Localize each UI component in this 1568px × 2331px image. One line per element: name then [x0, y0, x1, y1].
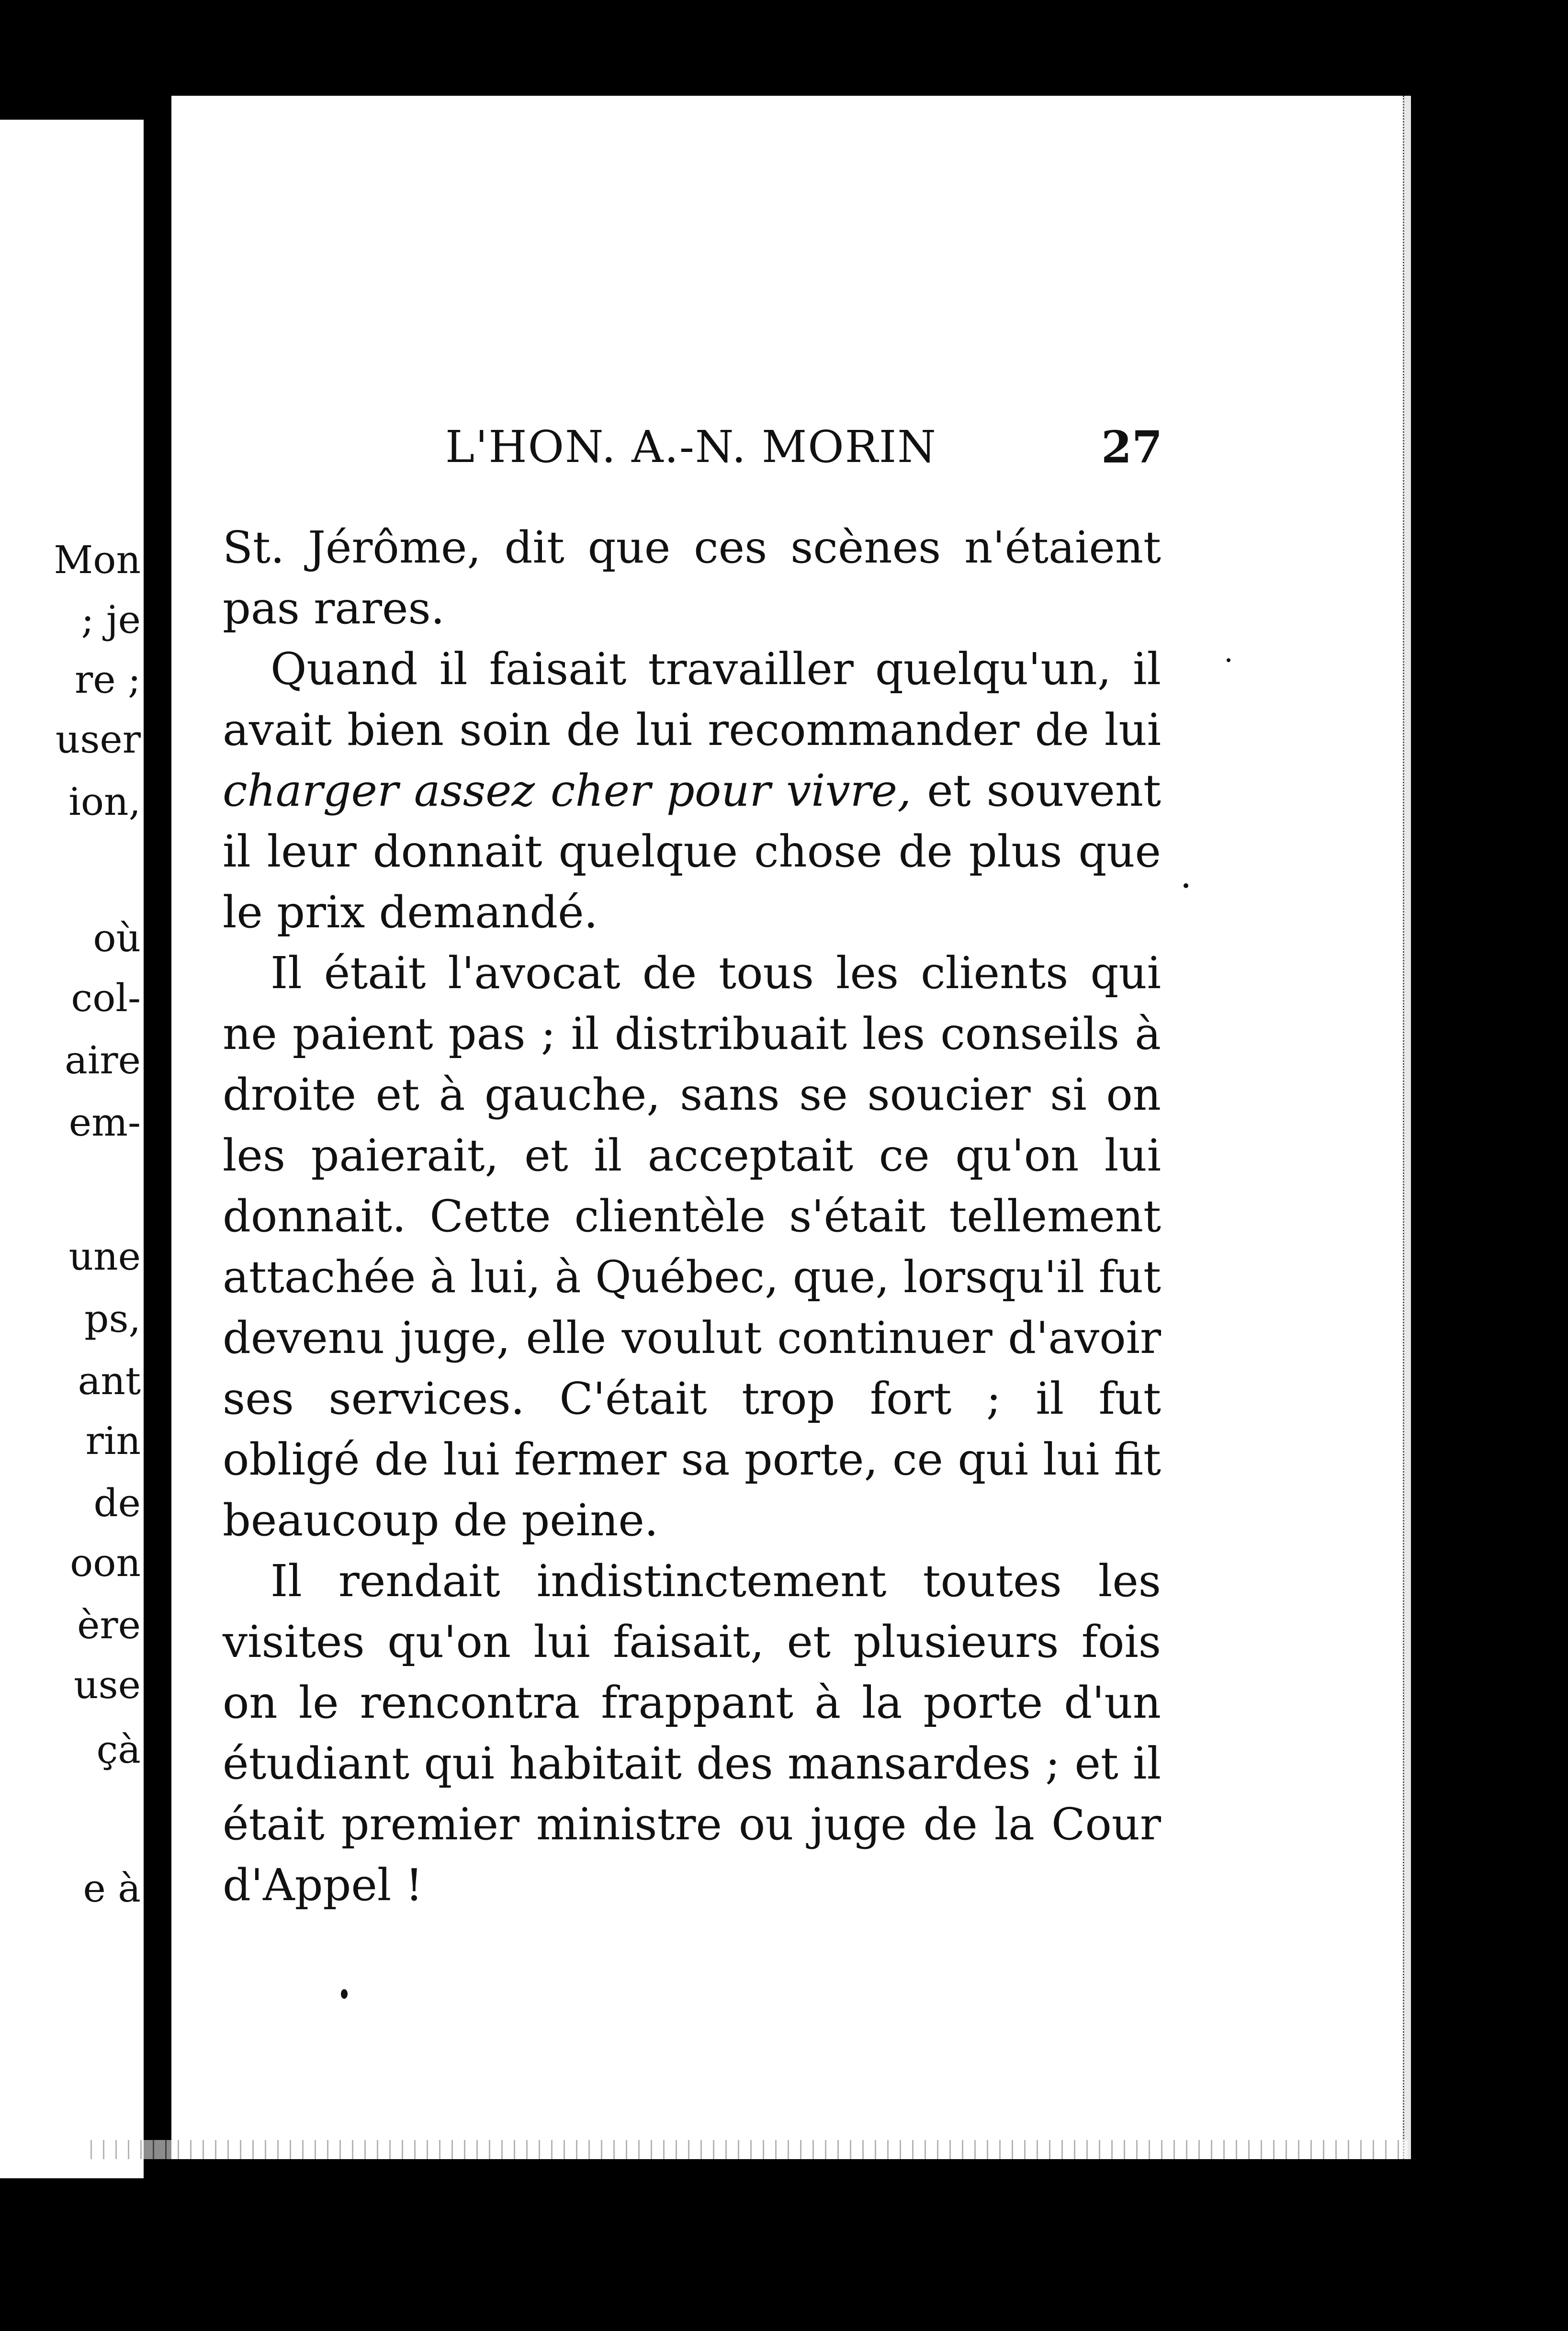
paragraph-continuation: St. Jérôme, dit que ces scènes n'étaient pas rares. — [223, 522, 1161, 634]
prev-page-fragment: Mon — [54, 538, 141, 582]
prev-page-fragment: em- — [68, 1100, 141, 1145]
prev-page-fragment: use — [74, 1663, 141, 1707]
prev-page-fragment: ion, — [68, 779, 141, 824]
prev-page-fragment: oon — [70, 1541, 141, 1585]
body-text — [223, 517, 1161, 1915]
prev-page-fragment: aire — [65, 1038, 141, 1082]
page-edge — [1403, 96, 1411, 2159]
prev-page-fragment: çà — [96, 1727, 141, 1772]
paragraph-text: Quand il faisait travailler quelqu'un, il avait bien soin de lui recommander de lui — [223, 643, 1161, 755]
page-bottom-edge — [86, 2140, 1408, 2159]
italic-phrase: charger assez cher pour vivre, — [223, 765, 912, 816]
previous-page-sliver — [0, 120, 152, 2178]
prev-page-fragment: re ; — [75, 657, 141, 702]
prev-page-fragment: col- — [71, 976, 141, 1020]
book-gutter — [144, 120, 163, 2178]
prev-page-fragment: ère — [77, 1603, 141, 1647]
prev-page-fragment: où — [93, 916, 141, 960]
ink-speck — [341, 1989, 348, 1999]
page-header — [445, 421, 1163, 479]
prev-page-fragment: ; je — [81, 597, 141, 642]
ink-speck — [1184, 883, 1188, 888]
prev-page-fragment: user — [55, 717, 141, 762]
ink-speck — [1227, 658, 1230, 662]
paragraph — [223, 639, 1161, 943]
prev-page-fragment: rin — [85, 1419, 141, 1463]
prev-page-fragment: une — [68, 1234, 141, 1279]
running-title: L'HON. A.-N. MORIN — [445, 421, 937, 473]
paragraph-text: et souvent il leur donnait quelque chose de plus que le prix demandé. — [223, 765, 1161, 938]
paragraph: Il rendait indistinctement toutes les visites qu'on lui faisait, et plusieurs fois on le rencontra frappant à la porte d'un étudiant qui habitait des mansardes ; et il était premier ministre ou juge de la Cour d'Appel ! — [223, 1555, 1161, 1911]
page-number: 27 — [1101, 421, 1163, 473]
paragraph: Il était l'avocat de tous les clients qui ne paient pas ; il distribuait les conseils à droite et à gauche, sans se soucier si on les paierait, et il acceptait ce qu'on lui donnait. Cette clientèle s'était tellement attachée à lui, à Québec, que, lorsqu'il fut devenu juge, elle voulut continuer d'avoir ses services. C'était trop fort ; il fut obligé de lui fermer sa porte, ce qui lui fit beaucoup de peine. — [223, 947, 1161, 1546]
prev-page-fragment: de — [93, 1481, 141, 1525]
prev-page-fragment: ps, — [84, 1296, 141, 1341]
prev-page-fragment: e à — [83, 1866, 141, 1911]
prev-page-fragment: ant — [78, 1359, 141, 1403]
